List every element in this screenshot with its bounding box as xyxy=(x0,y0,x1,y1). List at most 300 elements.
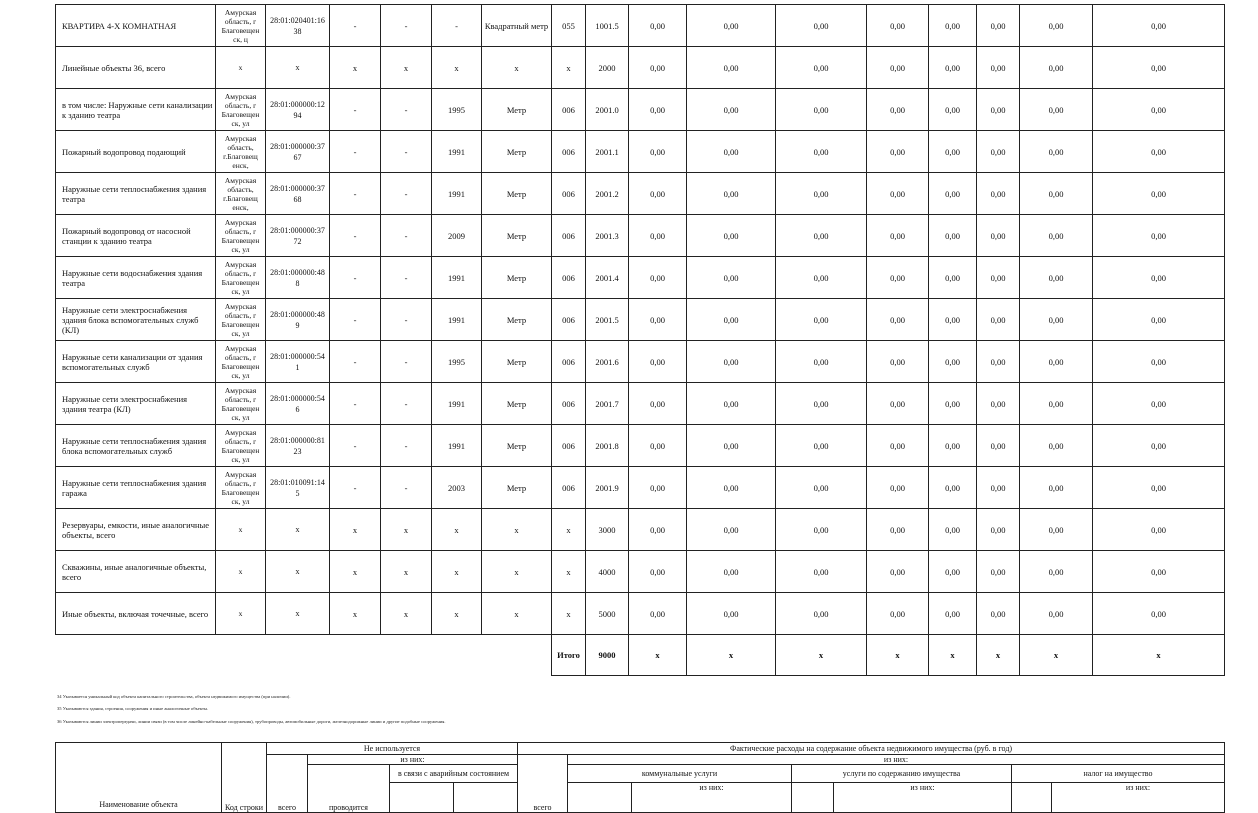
cell-loc: Амурская область, г Благовещен ск, ул xyxy=(216,383,266,425)
cell-name: Пожарный водопровод подающий xyxy=(56,131,216,173)
header-not-used: Не используется xyxy=(267,743,518,755)
cell-unit: Метр xyxy=(482,383,552,425)
cell-cad: x xyxy=(266,551,330,593)
cell-line: 2001.6 xyxy=(586,341,629,383)
cell-cad: 28:01:000000:12 94 xyxy=(266,89,330,131)
cell-v5: 0,00 xyxy=(929,131,977,173)
cell-v1: 0,00 xyxy=(629,257,687,299)
cell-v7: 0,00 xyxy=(1020,131,1093,173)
cell-v1: 0,00 xyxy=(629,551,687,593)
cell-v3: 0,00 xyxy=(776,593,867,635)
cell-v4: 0,00 xyxy=(867,215,929,257)
cell-loc: Амурская область, г Благовещен ск, ул xyxy=(216,341,266,383)
cell-v5: 0,00 xyxy=(929,299,977,341)
cell-v7: 0,00 xyxy=(1020,341,1093,383)
cell-v3: 0,00 xyxy=(776,5,867,47)
cell-c6: 2003 xyxy=(432,467,482,509)
cell-v1: 0,00 xyxy=(629,593,687,635)
cell-cad: 28:01:000000:54 6 xyxy=(266,383,330,425)
cell-v5: 0,00 xyxy=(929,47,977,89)
cell-c4: x xyxy=(330,593,381,635)
cell-v5: 0,00 xyxy=(929,89,977,131)
cell-v4: 0,00 xyxy=(867,47,929,89)
cell-c6: 1991 xyxy=(432,299,482,341)
header-expenses: Фактические расходы на содержание объекта недвижимого имущества (руб. в год) xyxy=(518,743,1225,755)
cell-v2: 0,00 xyxy=(687,593,776,635)
cell-c6: 1991 xyxy=(432,257,482,299)
cell-v4: 0,00 xyxy=(867,467,929,509)
cell-v2: 0,00 xyxy=(687,5,776,47)
expenses-header-table xyxy=(55,742,1225,813)
header-maintenance-sub: из них: xyxy=(834,783,1012,813)
cell-v7: 0,00 xyxy=(1020,467,1093,509)
cell-v1: 0,00 xyxy=(629,131,687,173)
cell-v5: 0,00 xyxy=(929,173,977,215)
cell-v5: 0,00 xyxy=(929,341,977,383)
cell-loc: x xyxy=(216,509,266,551)
cell-loc: Амурская область, г Благовещен ск, ул xyxy=(216,299,266,341)
cell-v1: 0,00 xyxy=(629,47,687,89)
cell-v2: 0,00 xyxy=(687,89,776,131)
cell-unit: Метр xyxy=(482,131,552,173)
cell-line: 2001.8 xyxy=(586,425,629,467)
cell-v4: 0,00 xyxy=(867,341,929,383)
cell-c6: x xyxy=(432,509,482,551)
cell-v5: 0,00 xyxy=(929,5,977,47)
cell-loc: Амурская область, г.Благовещ енск, xyxy=(216,173,266,215)
cell-name: Наружные сети теплоснабжения здания блока вспомогательных служб xyxy=(56,425,216,467)
header-tax: налог на имущество xyxy=(1012,765,1225,783)
cell-v2: 0,00 xyxy=(687,299,776,341)
cell-v8: 0,00 xyxy=(1093,551,1225,593)
total-label: Итого xyxy=(552,635,586,676)
cell-loc: x xyxy=(216,551,266,593)
cell-v1: 0,00 xyxy=(629,299,687,341)
cell-unit: Метр xyxy=(482,89,552,131)
cell-v7: 0,00 xyxy=(1020,551,1093,593)
cell-name: Наружные сети теплоснабжения здания театра xyxy=(56,173,216,215)
cell-c6: x xyxy=(432,47,482,89)
cell-v3: 0,00 xyxy=(776,341,867,383)
total-v6: x xyxy=(977,635,1020,676)
cell-c6: 1991 xyxy=(432,383,482,425)
cell-c6: x xyxy=(432,551,482,593)
cell-v3: 0,00 xyxy=(776,467,867,509)
cell-v2: 0,00 xyxy=(687,131,776,173)
cell-v6: 0,00 xyxy=(977,89,1020,131)
cell-v2: 0,00 xyxy=(687,467,776,509)
total-row xyxy=(56,635,1225,676)
cell-v6: 0,00 xyxy=(977,425,1020,467)
cell-cad: 28:01:000000:48 9 xyxy=(266,299,330,341)
cell-v4: 0,00 xyxy=(867,299,929,341)
cell-name: в том числе: Наружные сети канализации к зданию театра xyxy=(56,89,216,131)
cell-c4: - xyxy=(330,299,381,341)
cell-v2: 0,00 xyxy=(687,425,776,467)
table-row xyxy=(56,89,1225,131)
cell-c6: x xyxy=(432,593,482,635)
cell-v8: 0,00 xyxy=(1093,509,1225,551)
cell-v6: 0,00 xyxy=(977,467,1020,509)
cell-loc: Амурская область, г Благовещен ск, ул xyxy=(216,257,266,299)
cell-name: Скважины, иные аналогичные объекты, всего xyxy=(56,551,216,593)
total-v1: x xyxy=(629,635,687,676)
cell-unit: Квадратный метр xyxy=(482,5,552,47)
cell-line: 2001.5 xyxy=(586,299,629,341)
cell-c6: 1991 xyxy=(432,131,482,173)
cell-loc: Амурская область, г Благовещен ск, ц xyxy=(216,5,266,47)
cell-unit: x xyxy=(482,509,552,551)
cell-cad: x xyxy=(266,47,330,89)
table-row xyxy=(56,131,1225,173)
cell-c5: x xyxy=(381,551,432,593)
cell-v8: 0,00 xyxy=(1093,593,1225,635)
cell-v8: 0,00 xyxy=(1093,215,1225,257)
cell-v2: 0,00 xyxy=(687,47,776,89)
cell-v1: 0,00 xyxy=(629,5,687,47)
cell-v3: 0,00 xyxy=(776,383,867,425)
cell-v5: 0,00 xyxy=(929,509,977,551)
cell-v2: 0,00 xyxy=(687,509,776,551)
cell-v1: 0,00 xyxy=(629,215,687,257)
cell-v7: 0,00 xyxy=(1020,47,1093,89)
cell-loc: x xyxy=(216,593,266,635)
cell-v2: 0,00 xyxy=(687,257,776,299)
cell-unit: Метр xyxy=(482,173,552,215)
cell-unit: Метр xyxy=(482,341,552,383)
cell-unit: Метр xyxy=(482,257,552,299)
header-tax-sub: из них: xyxy=(1052,783,1225,813)
cell-v8: 0,00 xyxy=(1093,131,1225,173)
cell-loc: Амурская область, г Благовещен ск, ул xyxy=(216,425,266,467)
cell-cad: 28:01:020401:16 38 xyxy=(266,5,330,47)
cell-v3: 0,00 xyxy=(776,215,867,257)
table-row xyxy=(56,383,1225,425)
header-utilities-total xyxy=(568,783,632,813)
cell-line: 2000 xyxy=(586,47,629,89)
cell-name: КВАРТИРА 4-Х КОМНАТНАЯ xyxy=(56,5,216,47)
cell-name: Пожарный водопровод от насосной станции к зданию театра xyxy=(56,215,216,257)
header-maintenance-total xyxy=(792,783,834,813)
header-line-code: Код строки xyxy=(222,743,267,813)
cell-c4: - xyxy=(330,89,381,131)
cell-v5: 0,00 xyxy=(929,215,977,257)
cell-line: 2001.2 xyxy=(586,173,629,215)
cell-cad: 28:01:000000:37 72 xyxy=(266,215,330,257)
footnote-34: 34 Указывается уникальный код объекта капитального строительства, объекта недвижимого имущества (при наличии). xyxy=(57,694,291,699)
table-row xyxy=(56,299,1225,341)
cell-v4: 0,00 xyxy=(867,173,929,215)
cell-v1: 0,00 xyxy=(629,383,687,425)
cell-v3: 0,00 xyxy=(776,131,867,173)
cell-v7: 0,00 xyxy=(1020,299,1093,341)
cell-v6: 0,00 xyxy=(977,341,1020,383)
cell-v8: 0,00 xyxy=(1093,257,1225,299)
cell-c5: - xyxy=(381,173,432,215)
header-of-which-2: из них: xyxy=(568,755,1225,765)
cell-v1: 0,00 xyxy=(629,425,687,467)
cell-v5: 0,00 xyxy=(929,257,977,299)
cell-line: 3000 xyxy=(586,509,629,551)
total-v8: x xyxy=(1093,635,1225,676)
cell-c5: - xyxy=(381,383,432,425)
cell-c5: - xyxy=(381,299,432,341)
cell-c6: 1991 xyxy=(432,425,482,467)
cell-code: 006 xyxy=(552,425,586,467)
cell-v5: 0,00 xyxy=(929,467,977,509)
cell-unit: x xyxy=(482,47,552,89)
cell-v8: 0,00 xyxy=(1093,341,1225,383)
header-conducted: проводится xyxy=(308,765,390,813)
cell-cad: 28:01:000000:81 23 xyxy=(266,425,330,467)
cell-c4: x xyxy=(330,47,381,89)
header-maintenance: услуги по содержанию имущества xyxy=(792,765,1012,783)
cell-v4: 0,00 xyxy=(867,5,929,47)
footnote-35: 35 Указываются здания, строения, сооружения и иные аналогичные объекты. xyxy=(57,706,209,711)
total-row-spacer xyxy=(56,635,552,676)
cell-loc: Амурская область, г Благовещен ск, ул xyxy=(216,215,266,257)
cell-v3: 0,00 xyxy=(776,509,867,551)
cell-v1: 0,00 xyxy=(629,173,687,215)
cell-v7: 0,00 xyxy=(1020,593,1093,635)
total-line: 9000 xyxy=(586,635,629,676)
cell-v7: 0,00 xyxy=(1020,215,1093,257)
cell-unit: Метр xyxy=(482,425,552,467)
cell-v6: 0,00 xyxy=(977,593,1020,635)
cell-cad: 28:01:000000:48 8 xyxy=(266,257,330,299)
cell-c4: - xyxy=(330,173,381,215)
cell-c5: - xyxy=(381,257,432,299)
cell-code: x xyxy=(552,509,586,551)
cell-c4: x xyxy=(330,509,381,551)
cell-v5: 0,00 xyxy=(929,383,977,425)
cell-code: 006 xyxy=(552,299,586,341)
cell-c5: - xyxy=(381,89,432,131)
cell-v3: 0,00 xyxy=(776,257,867,299)
cell-line: 2001.4 xyxy=(586,257,629,299)
property-table xyxy=(55,4,1225,676)
cell-v7: 0,00 xyxy=(1020,425,1093,467)
cell-v6: 0,00 xyxy=(977,131,1020,173)
header-emergency-b xyxy=(454,783,518,813)
cell-cad: x xyxy=(266,509,330,551)
cell-v8: 0,00 xyxy=(1093,467,1225,509)
cell-v3: 0,00 xyxy=(776,47,867,89)
cell-v6: 0,00 xyxy=(977,47,1020,89)
cell-v7: 0,00 xyxy=(1020,257,1093,299)
cell-v8: 0,00 xyxy=(1093,173,1225,215)
total-v3: x xyxy=(776,635,867,676)
cell-c4: x xyxy=(330,551,381,593)
cell-name: Наружные сети канализации от здания вспомогательных служб xyxy=(56,341,216,383)
cell-code: 006 xyxy=(552,341,586,383)
cell-line: 1001.5 xyxy=(586,5,629,47)
cell-code: 006 xyxy=(552,467,586,509)
table-row xyxy=(56,257,1225,299)
table-row xyxy=(56,173,1225,215)
table-row xyxy=(56,467,1225,509)
cell-v4: 0,00 xyxy=(867,257,929,299)
cell-c5: - xyxy=(381,425,432,467)
cell-line: 4000 xyxy=(586,551,629,593)
cell-c6: 2009 xyxy=(432,215,482,257)
cell-code: 006 xyxy=(552,383,586,425)
cell-c6: 1991 xyxy=(432,173,482,215)
cell-v1: 0,00 xyxy=(629,509,687,551)
cell-v7: 0,00 xyxy=(1020,509,1093,551)
cell-c5: x xyxy=(381,593,432,635)
cell-unit: x xyxy=(482,551,552,593)
cell-v8: 0,00 xyxy=(1093,5,1225,47)
table-row xyxy=(56,551,1225,593)
cell-c4: - xyxy=(330,131,381,173)
cell-c5: x xyxy=(381,47,432,89)
cell-name: Наружные сети электроснабжения здания театра (КЛ) xyxy=(56,383,216,425)
table-row xyxy=(56,47,1225,89)
total-v2: x xyxy=(687,635,776,676)
cell-v1: 0,00 xyxy=(629,341,687,383)
cell-name: Наружные сети теплоснабжения здания гаража xyxy=(56,467,216,509)
cell-v8: 0,00 xyxy=(1093,425,1225,467)
table-row xyxy=(56,215,1225,257)
cell-loc: Амурская область, г Благовещен ск, ул xyxy=(216,467,266,509)
cell-v5: 0,00 xyxy=(929,593,977,635)
header-of-which: из них: xyxy=(308,755,518,765)
table-row xyxy=(56,509,1225,551)
cell-c5: x xyxy=(381,509,432,551)
cell-c5: - xyxy=(381,215,432,257)
cell-v4: 0,00 xyxy=(867,425,929,467)
cell-cad: 28:01:000000:37 68 xyxy=(266,173,330,215)
cell-v4: 0,00 xyxy=(867,131,929,173)
cell-cad: 28:01:000000:54 1 xyxy=(266,341,330,383)
cell-v5: 0,00 xyxy=(929,425,977,467)
cell-v3: 0,00 xyxy=(776,425,867,467)
table-body xyxy=(56,5,1225,676)
cell-v8: 0,00 xyxy=(1093,47,1225,89)
header-emergency: в связи с аварийным состоянием xyxy=(390,765,518,783)
cell-c4: - xyxy=(330,215,381,257)
cell-v6: 0,00 xyxy=(977,509,1020,551)
cell-c4: - xyxy=(330,341,381,383)
table-row xyxy=(56,593,1225,635)
cell-code: x xyxy=(552,593,586,635)
cell-c5: - xyxy=(381,5,432,47)
cell-c4: - xyxy=(330,257,381,299)
header-object-name: Наименование объекта xyxy=(56,743,222,813)
cell-v5: 0,00 xyxy=(929,551,977,593)
table-row xyxy=(56,5,1225,47)
cell-name: Иные объекты, включая точечные, всего xyxy=(56,593,216,635)
cell-name: Наружные сети водоснабжения здания театра xyxy=(56,257,216,299)
cell-name: Наружные сети электроснабжения здания блока вспомогательных служб (КЛ) xyxy=(56,299,216,341)
cell-code: 006 xyxy=(552,131,586,173)
cell-v1: 0,00 xyxy=(629,467,687,509)
cell-cad: x xyxy=(266,593,330,635)
cell-unit: Метр xyxy=(482,215,552,257)
cell-line: 2001.0 xyxy=(586,89,629,131)
cell-v1: 0,00 xyxy=(629,89,687,131)
cell-c5: - xyxy=(381,467,432,509)
cell-name: Резервуары, емкости, иные аналогичные объекты, всего xyxy=(56,509,216,551)
cell-v8: 0,00 xyxy=(1093,299,1225,341)
cell-v4: 0,00 xyxy=(867,593,929,635)
table-row xyxy=(56,425,1225,467)
cell-v3: 0,00 xyxy=(776,299,867,341)
cell-c4: - xyxy=(330,425,381,467)
header-emergency-a xyxy=(390,783,454,813)
cell-cad: 28:01:000000:37 67 xyxy=(266,131,330,173)
cell-v6: 0,00 xyxy=(977,551,1020,593)
cell-v3: 0,00 xyxy=(776,551,867,593)
cell-v6: 0,00 xyxy=(977,215,1020,257)
total-v7: x xyxy=(1020,635,1093,676)
cell-v4: 0,00 xyxy=(867,551,929,593)
cell-line: 5000 xyxy=(586,593,629,635)
table-row xyxy=(56,341,1225,383)
cell-loc: Амурская область, г.Благовещ енск, xyxy=(216,131,266,173)
cell-v7: 0,00 xyxy=(1020,383,1093,425)
cell-unit: x xyxy=(482,593,552,635)
cell-v7: 0,00 xyxy=(1020,89,1093,131)
cell-line: 2001.3 xyxy=(586,215,629,257)
cell-c5: - xyxy=(381,341,432,383)
cell-v2: 0,00 xyxy=(687,551,776,593)
footnote-36: 36 Указываются линии электропередачи, линии связи (в том числе линейно-кабельные сооружения), трубопроводы, автомобильные дороги, железнодорожные линии и другие подобные сооружения. xyxy=(57,719,446,724)
cell-line: 2001.9 xyxy=(586,467,629,509)
cell-line: 2001.7 xyxy=(586,383,629,425)
cell-v6: 0,00 xyxy=(977,383,1020,425)
cell-c6: 1995 xyxy=(432,341,482,383)
cell-code: x xyxy=(552,551,586,593)
cell-unit: Метр xyxy=(482,467,552,509)
cell-v4: 0,00 xyxy=(867,383,929,425)
cell-unit: Метр xyxy=(482,299,552,341)
cell-loc: x xyxy=(216,47,266,89)
cell-v4: 0,00 xyxy=(867,509,929,551)
cell-v2: 0,00 xyxy=(687,341,776,383)
cell-v6: 0,00 xyxy=(977,5,1020,47)
cell-code: x xyxy=(552,47,586,89)
cell-name: Линейные объекты 36, всего xyxy=(56,47,216,89)
cell-c6: 1995 xyxy=(432,89,482,131)
cell-c5: - xyxy=(381,131,432,173)
cell-v8: 0,00 xyxy=(1093,89,1225,131)
cell-v7: 0,00 xyxy=(1020,173,1093,215)
cell-code: 006 xyxy=(552,257,586,299)
header-total-2: всего xyxy=(518,755,568,813)
cell-c4: - xyxy=(330,383,381,425)
cell-v4: 0,00 xyxy=(867,89,929,131)
cell-v2: 0,00 xyxy=(687,383,776,425)
total-v5: x xyxy=(929,635,977,676)
header-total: всего xyxy=(267,755,308,813)
total-v4: x xyxy=(867,635,929,676)
cell-cad: 28:01:010091:14 5 xyxy=(266,467,330,509)
cell-code: 006 xyxy=(552,215,586,257)
cell-c6: - xyxy=(432,5,482,47)
cell-v3: 0,00 xyxy=(776,89,867,131)
cell-line: 2001.1 xyxy=(586,131,629,173)
cell-c4: - xyxy=(330,5,381,47)
cell-v6: 0,00 xyxy=(977,257,1020,299)
cell-c4: - xyxy=(330,467,381,509)
cell-v7: 0,00 xyxy=(1020,5,1093,47)
cell-code: 006 xyxy=(552,89,586,131)
cell-code: 006 xyxy=(552,173,586,215)
cell-v2: 0,00 xyxy=(687,173,776,215)
cell-v3: 0,00 xyxy=(776,173,867,215)
